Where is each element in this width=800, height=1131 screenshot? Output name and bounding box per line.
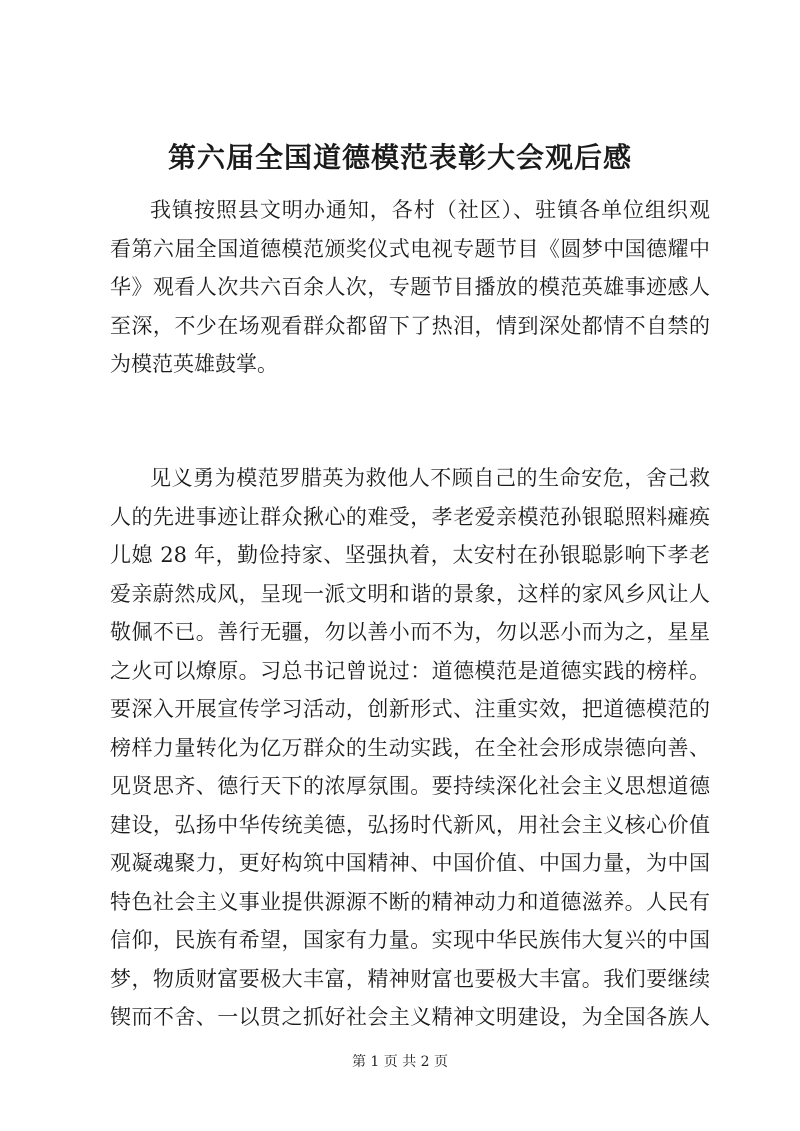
paragraph-line: 信仰，民族有希望，国家有力量。实现中华民族伟大复兴的中国	[110, 928, 710, 952]
paragraph-line: 为模范英雄鼓掌。	[110, 352, 278, 376]
paragraph-line: 敬佩不已。善行无疆，勿以善小而不为，勿以恶小而为之，星星	[110, 620, 710, 644]
paragraph-line: 锲而不舍、一以贯之抓好社会主义精神文明建设，为全国各族人	[110, 1005, 710, 1029]
paragraph-line: 观凝魂聚力，更好构筑中国精神、中国价值、中国力量，为中国	[110, 851, 710, 875]
paragraph-line: 特色社会主义事业提供源源不断的精神动力和道德滋养。人民有	[110, 889, 710, 914]
paragraph-line: 至深，不少在场观看群众都留下了热泪，情到深处都情不自禁的	[110, 313, 710, 338]
paragraph-line: 要深入开展宣传学习活动，创新形式、注重实效，把道德模范的	[110, 697, 710, 721]
paragraph-1	[110, 191, 710, 384]
paragraph-line: 人的先进事迹让群众揪心的难受，孝老爱亲模范孙银聪照料瘫痪	[110, 504, 710, 529]
paragraph-line: 儿媳 28 年，勤俭持家、坚强执着，太安村在孙银聪影响下孝老	[110, 543, 710, 567]
paragraph-line: 之火可以燎原。习总书记曾说过：道德模范是道德实践的榜样。	[110, 658, 710, 683]
paragraph-line: 梦，物质财富要极大丰富，精神财富也要极大丰富。我们要继续	[110, 966, 710, 991]
paragraph-line: 华》观看人次共六百余人次，专题节目播放的模范英雄事迹感人	[110, 275, 710, 299]
paragraph-line: 爱亲蔚然成风，呈现一派文明和谐的景象，这样的家风乡风让人	[110, 581, 710, 606]
paragraph-line: 我镇按照县文明办通知，各村（社区）、驻镇各单位组织观	[150, 198, 710, 222]
page-footer: 第 1 页 共 2 页	[351, 1054, 449, 1070]
paragraph-line: 建设，弘扬中华传统美德，弘扬时代新风，用社会主义核心价值	[110, 812, 710, 837]
document-title: 第六届全国道德模范表彰大会观后感	[167, 141, 632, 174]
paragraph-line: 看第六届全国道德模范颁奖仪式电视专题节目《圆梦中国德耀中	[110, 236, 710, 261]
paragraph-line: 见义勇为模范罗腊英为救他人不顾自己的生命安危，舍己救	[150, 466, 710, 490]
paragraph-line: 榜样力量转化为亿万群众的生动实践，在全社会形成崇德向善、	[110, 735, 710, 760]
paragraph-line: 见贤思齐、德行天下的浓厚氛围。要持续深化社会主义思想道德	[110, 774, 710, 798]
paragraph-2	[110, 459, 710, 1037]
